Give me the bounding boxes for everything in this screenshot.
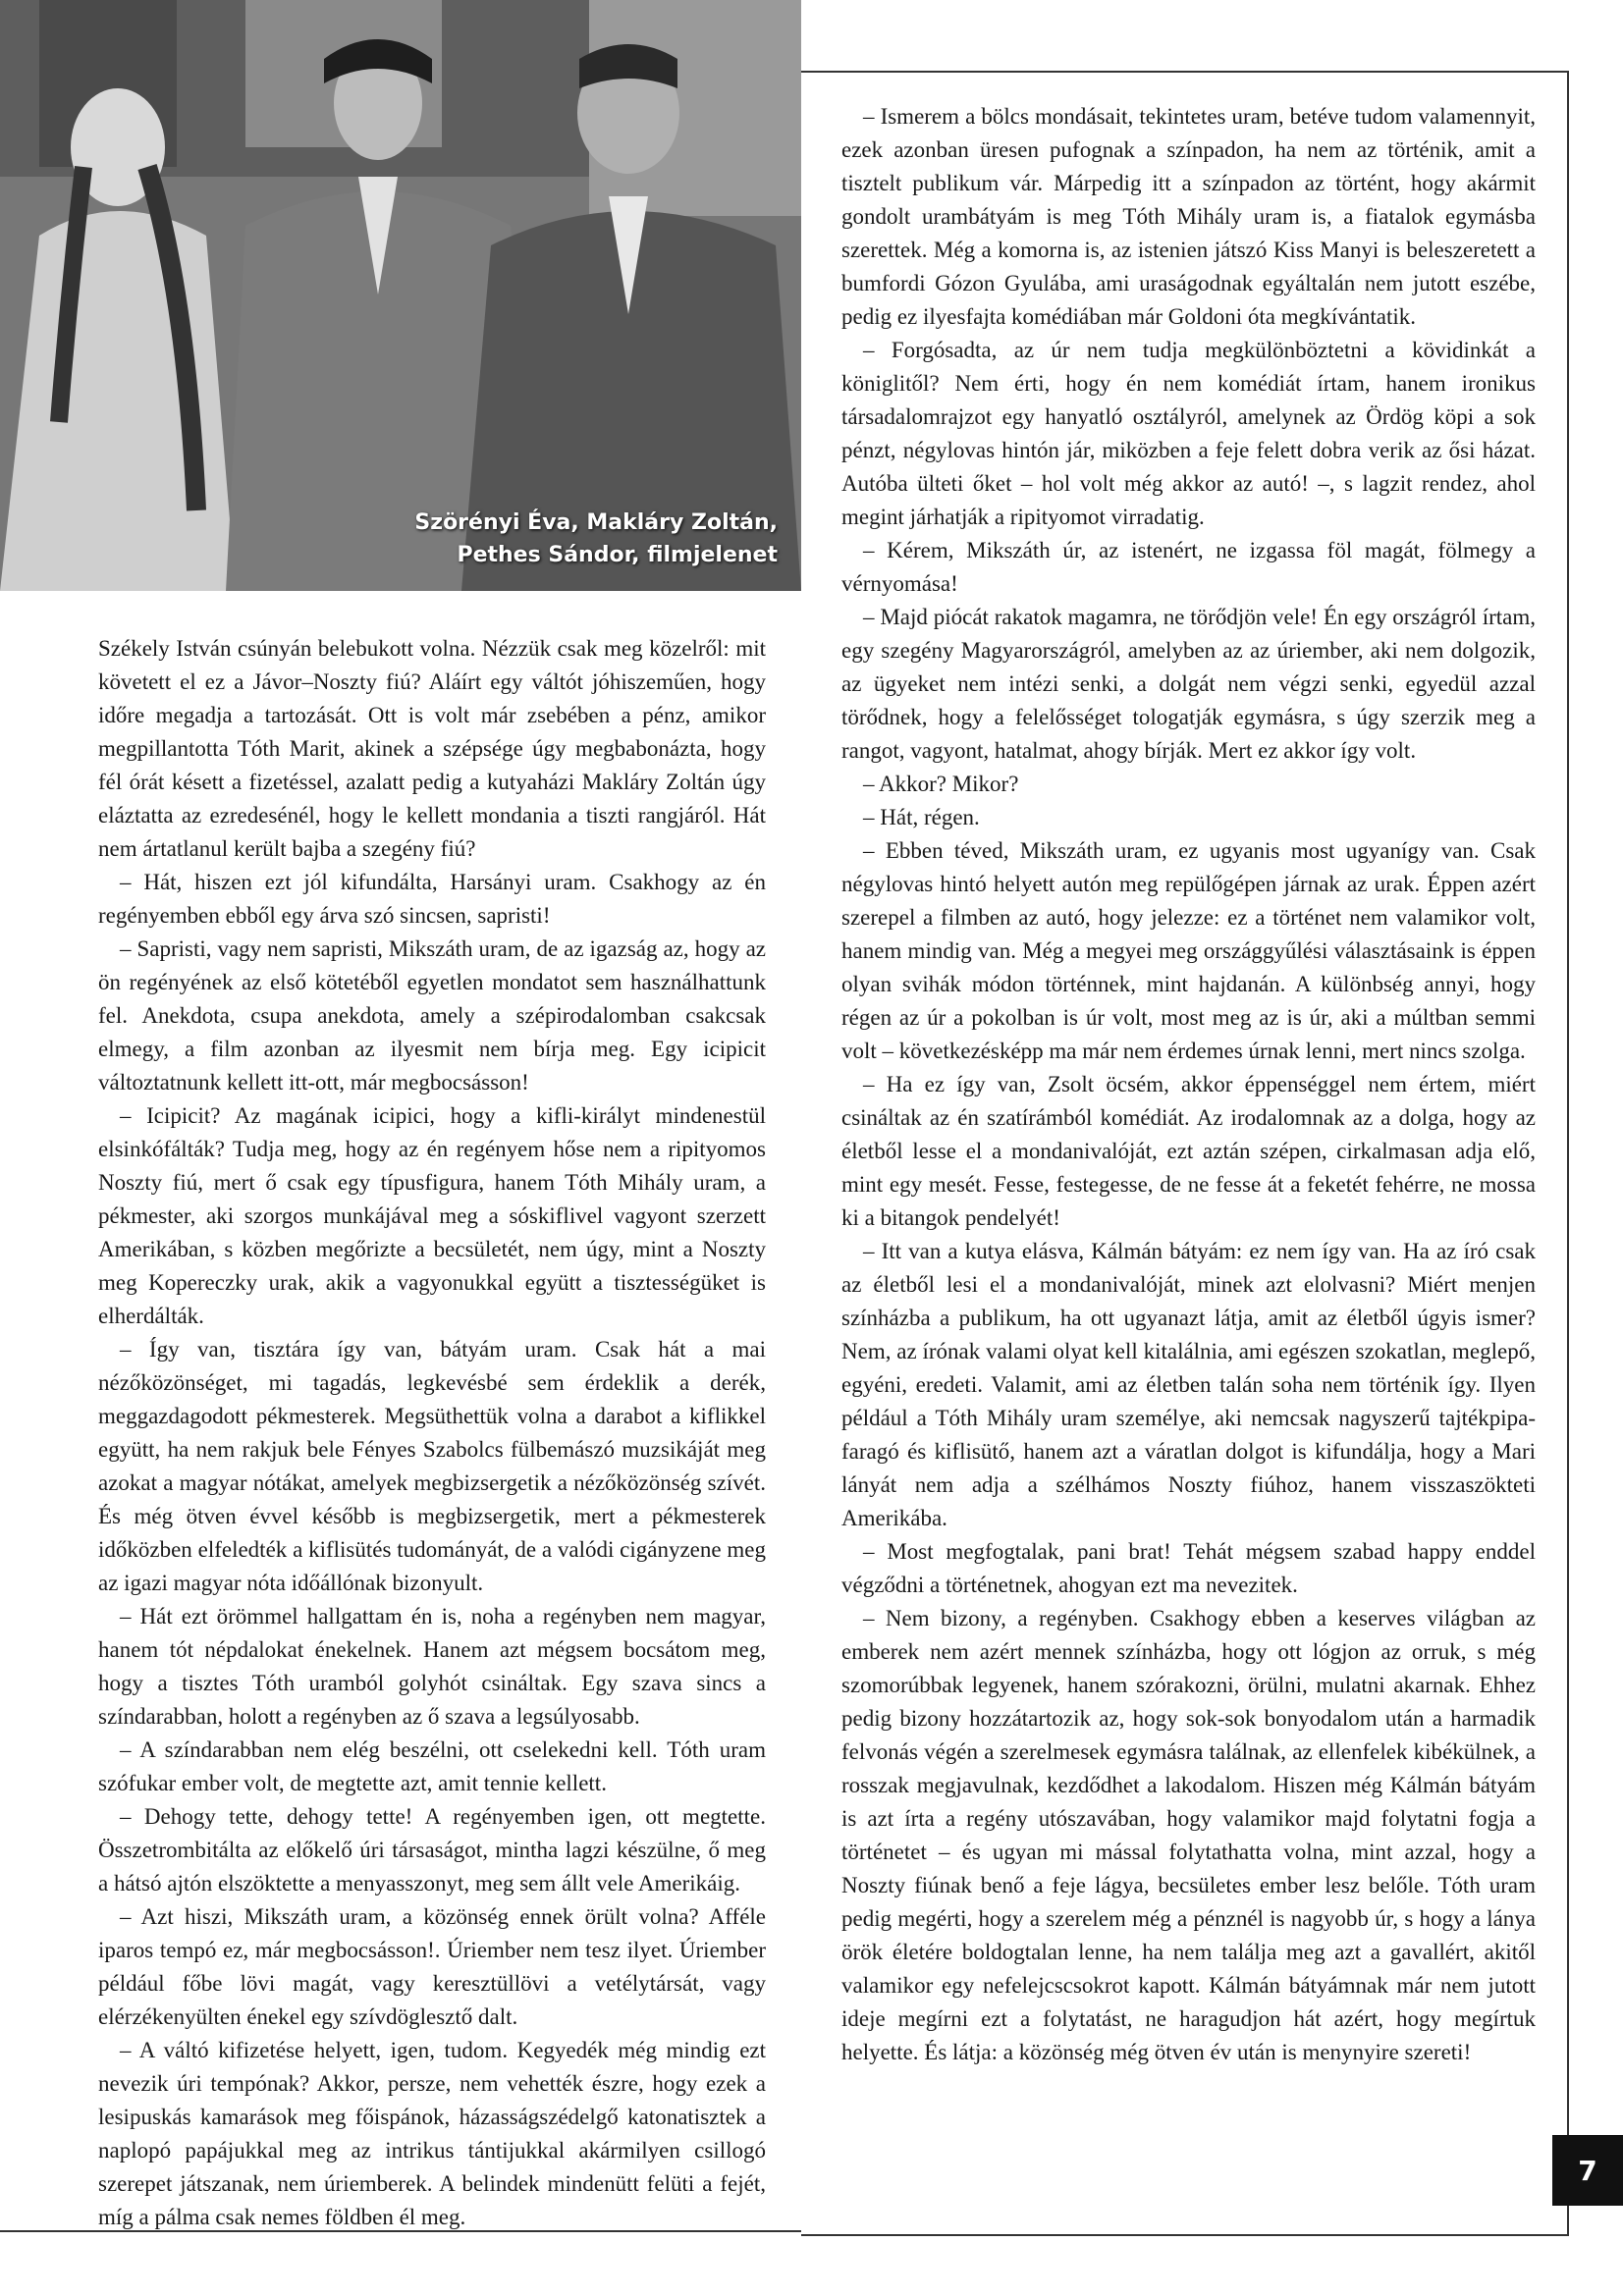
- paragraph: – Nem bizony, a regényben. Csakhogy ebben a keserves világban az emberek nem azért mennek színházba, hogy ott lógjon az orruk, s még szomorúbbak legyenek, hanem szórakozni, örülni, mulatni akarnak. Ehhez pedig bizony hozzátartozik az, hogy sok-sok bonyodalom után a harmadik felvonás végén a szerelmesek egymásra találnak, az ellenfelek kibékülnek, a rosszak megjavulnak, kezdődhet a lakodalom. Hiszen még Kálmán bátyám is azt írta a regény utószavában, hogy valamikor majd folytatni fogja a történetet – és ugyan mi mással folytathatta volna, mint azzal, hogy a Noszty fiúnak benő a feje lágya, becsületes ember lesz belőle. Tóth uram pedig megérti, hogy a szerelem még a pénznél is nagyobb úr, s hogy a lánya örök életére boldogtalan lenne, ha nem találja meg azt a gavallért, akitől valamikor egy nefelejcscsokrot kapott. Kálmán bátyámnak már nem jutott ideje megírni ezt a folytatást, ne haragudjon hát azért, hogy megírtuk helyette. És látja: a közönség még ötven év után is menynyire szereti!: [841, 1606, 1536, 2064]
- paragraph: – Hát, régen.: [863, 805, 980, 829]
- paragraph: – Hát, hiszen ezt jól kifundálta, Harsányi uram. Csakhogy az én regényemben ebből egy árva szó sincsen, sapristi!: [98, 870, 766, 928]
- paragraph: – Majd piócát rakatok magamra, ne törődjön vele! Én egy országról írtam, egy szegény Magyarországról, amelyben az az úriember, aki nem dolgozik, az ügyeket nem intézi senki, a dolgát nem végzi senki, egyedül azzal törődnek, hogy a felelősséget tologatják egymásra, s úgy szerzik meg a rangot, vagyont, hatalmat, ahogy bírják. Mert ez akkor így volt.: [841, 605, 1536, 763]
- paragraph: – Kérem, Mikszáth úr, az istenért, ne izgassa föl magát, fölmegy a vérnyomása!: [841, 538, 1536, 596]
- paragraph: – Ismerem a bölcs mondásait, tekintetes uram, betéve tudom valamennyit, ezek azonban üresen pufognak a színpadon, ha nem az történik, amit a tisztelt publikum vár. Márpedig itt a színpadon az történt, hogy akármit gondolt urambátyám is meg Tóth Mihály uram is, a fiatalok egymásba szerettek. Még a komorna is, az istenien játszó Kiss Manyi is beleszeretett a bumfordi Gózon Gyulába, ami uraságodnak egyáltalán nem jutott eszébe, pedig ez ilyesfajta komédiában már Goldoni óta megkívántatik.: [841, 104, 1536, 329]
- caption-line-1: Szörényi Éva, Makláry Zoltán,: [414, 510, 778, 535]
- page-number: 7: [1552, 2135, 1623, 2206]
- paragraph: – Így van, tisztára így van, bátyám uram. Csak hát a mai nézőközönséget, mi tagadás, legkevésbé sem érdeklik a derék, meggazdagodott pékmesterek. Megsüthettük volna a darabot a kiflikkel együtt, ha nem rakjuk bele Fényes Szabolcs fülbemászó muzsikáját meg azokat a magyar nótákat, amelyek megbizsergetik a nézőközönség szívét. És még ötven évvel később is megbizsergetik, mert a pékmesterek időközben elfeledték a kiflisütés tudományát, de a valódi cigányzene meg az igazi magyar nóta időállónak bizonyult.: [98, 1337, 766, 1595]
- paragraph: – A színdarabban nem elég beszélni, ott cselekedni kell. Tóth uram szófukar ember volt, de megtette azt, amit tennie kellett.: [98, 1737, 766, 1795]
- paragraph: – Azt hiszi, Mikszáth uram, a közönség ennek örült volna? Afféle iparos tempó ez, már megbocsásson!. Úriember nem tesz ilyet. Úriember például főbe lövi magát, vagy keresztüllövi a vetélytársát, vagy elérzékenyülten énekel egy szívdöglesztő dalt.: [98, 1904, 766, 2029]
- paragraph: Székely István csúnyán belebukott volna. Nézzük csak meg közelről: mit követett el ez a Jávor–Noszty fiú? Aláírt egy váltót jóhiszeműen, hogy időre megadja a tartozását. Ott is volt már zsebében a pénz, amikor megpillantotta Tóth Marit, akinek a szépsége úgy megbabonázta, hogy fél órát késett a fizetéssel, azalatt pedig a kutyaházi Makláry Zoltán úgy eláztatta az ezredesénél, hogy le kellett mondania a tiszti rangjáról. Hát nem ártatlanul került bajba a szegény fiú?: [98, 636, 766, 861]
- film-still-image: [0, 0, 801, 591]
- photo-caption: [414, 507, 778, 571]
- left-text-column: [98, 632, 766, 2234]
- paragraph: – Ebben téved, Mikszáth uram, ez ugyanis most ugyanígy van. Csak négylovas hintó helyett autón meg repülőgépen járnak az urak. Éppen azért szerepel a filmben az autó, hogy jelezze: ez a történet nem valamikor volt, hanem mindig van. Még a megyei meg országgyűlési választásaink is éppen olyan svihák módon történnek, mint hajdanán. A különbség annyi, hogy régen az úr a pokolban is úr volt, most meg az is úr, aki a múltban semmi volt – következésképp ma már nem érdemes úrnak lenni, mert nincs szolga.: [841, 838, 1536, 1063]
- caption-line-2: Pethes Sándor, filmjelenet: [457, 543, 778, 567]
- paragraph: – Itt van a kutya elásva, Kálmán bátyám: ez nem így van. Ha az író csak az életből lesi el a mondanivalóját, minek azt elolvasni? Miért menjen színházba a publikum, ha ott ugyanazt látja, amit az életből úgyis ismer? Nem, az írónak valami olyat kell kitalálnia, ami egészen szokatlan, meglepő, egyéni, eredeti. Valamit, ami az életben talán soha nem történik így. Ilyen például a Tóth Mihály uram személye, aki nemcsak nagyszerű tajtékpipa-faragó és kiflisütő, hanem azt a váratlan dolgot is kifundálja, hogy a Mari lányát nem adja a szélhámos Noszty fiúhoz, hanem visszaszökteti Amerikába.: [841, 1239, 1536, 1530]
- right-text-column: [841, 100, 1536, 2069]
- paragraph: – Hát ezt örömmel hallgattam én is, noha a regényben nem magyar, hanem tót népdalokat énekelnek. Hanem azt mégsem bocsátom meg, hogy a tisztes Tóth uramból golyhót csináltak. Egy szava sincs a színdarabban, holott a regényben az ő szava a legsúlyosabb.: [98, 1604, 766, 1729]
- paragraph: – A váltó kifizetése helyett, igen, tudom. Kegyedék még mindig ezt nevezik úri tempónak? Akkor, persze, nem vehették észre, hogy ezek a lesipuskás kamarások meg főispánok, házasságszédelgő katonatisztek a naplopó papájukkal meg az intrikus tántijukkal akármilyen csillogó szerepet játszanak, nem úriemberek. A belindek mindenütt felüti a fejét, míg a pálma csak nemes földben él meg.: [98, 2038, 766, 2229]
- paragraph: – Ha ez így van, Zsolt öcsém, akkor éppenséggel nem értem, miért csináltak az én szatírámból komédiát. Az irodalomnak az a dolga, hogy az életből lesse el a mondanivalóját, ezt aztán szépen, cirkalmasan adja elő, mint egy mesét. Fesse, festegesse, de ne fesse át a feketét fehérre, ne mossa ki a bitangok pendelyét!: [841, 1072, 1536, 1230]
- paragraph: – Sapristi, vagy nem sapristi, Mikszáth uram, de az igazság az, hogy az ön regényének az első kötetéből egyetlen mondatot sem használhattunk fel. Anekdota, csupa anekdota, amely a szépirodalomban csakcsak elmegy, a film azonban az ilyesmit nem bírja meg. Egy icipicit változtatnunk kellett itt-ott, már megbocsásson!: [98, 936, 766, 1095]
- paragraph: – Most megfogtalak, pani brat! Tehát mégsem szabad happy enddel végződni a történetnek, ahogyan ezt ma nevezitek.: [841, 1539, 1536, 1597]
- paragraph: – Dehogy tette, dehogy tette! A regényemben igen, ott megtette. Összetrombitálta az előkelő úri társaságot, mintha lagzi készülne, ő meg a hátsó ajtón elszöktette a menyasszonyt, meg sem állt vele Amerikáig.: [98, 1804, 766, 1896]
- film-still-photo: [0, 0, 801, 591]
- paragraph: – Icipicit? Az magának icipici, hogy a kifli-királyt mindenestül elsinkófálták? Tudja meg, hogy az én regényem hőse nem a ripityomos Noszty fiú, mert ő csak egy típusfigura, hanem Tóth Mihály uram, a pékmester, aki szorgos munkájával meg a sóskiflivel vagyont szerzett Amerikában, s közben megőrizte a becsületét, nem úgy, mint a Noszty meg Kopereczky urak, akik a vagyonukkal együtt a tisztességüket is elherdálták.: [98, 1103, 766, 1328]
- paragraph: – Akkor? Mikor?: [863, 772, 1019, 796]
- paragraph: – Forgósadta, az úr nem tudja megkülönböztetni a kövidinkát a königlitől? Nem érti, hogy én nem komédiát írtam, hanem ironikus társadalomrajzot egy hanyatló osztályról, amelynek az Ördög köpi a sok pénzt, négylovas hintón jár, miközben a feje felett dobra verik az ősi házat. Autóba ülteti őket – hol volt még akkor az autó! –, s lagzit rendez, ahol megint járhatják a ripityomot virradatig.: [841, 338, 1536, 529]
